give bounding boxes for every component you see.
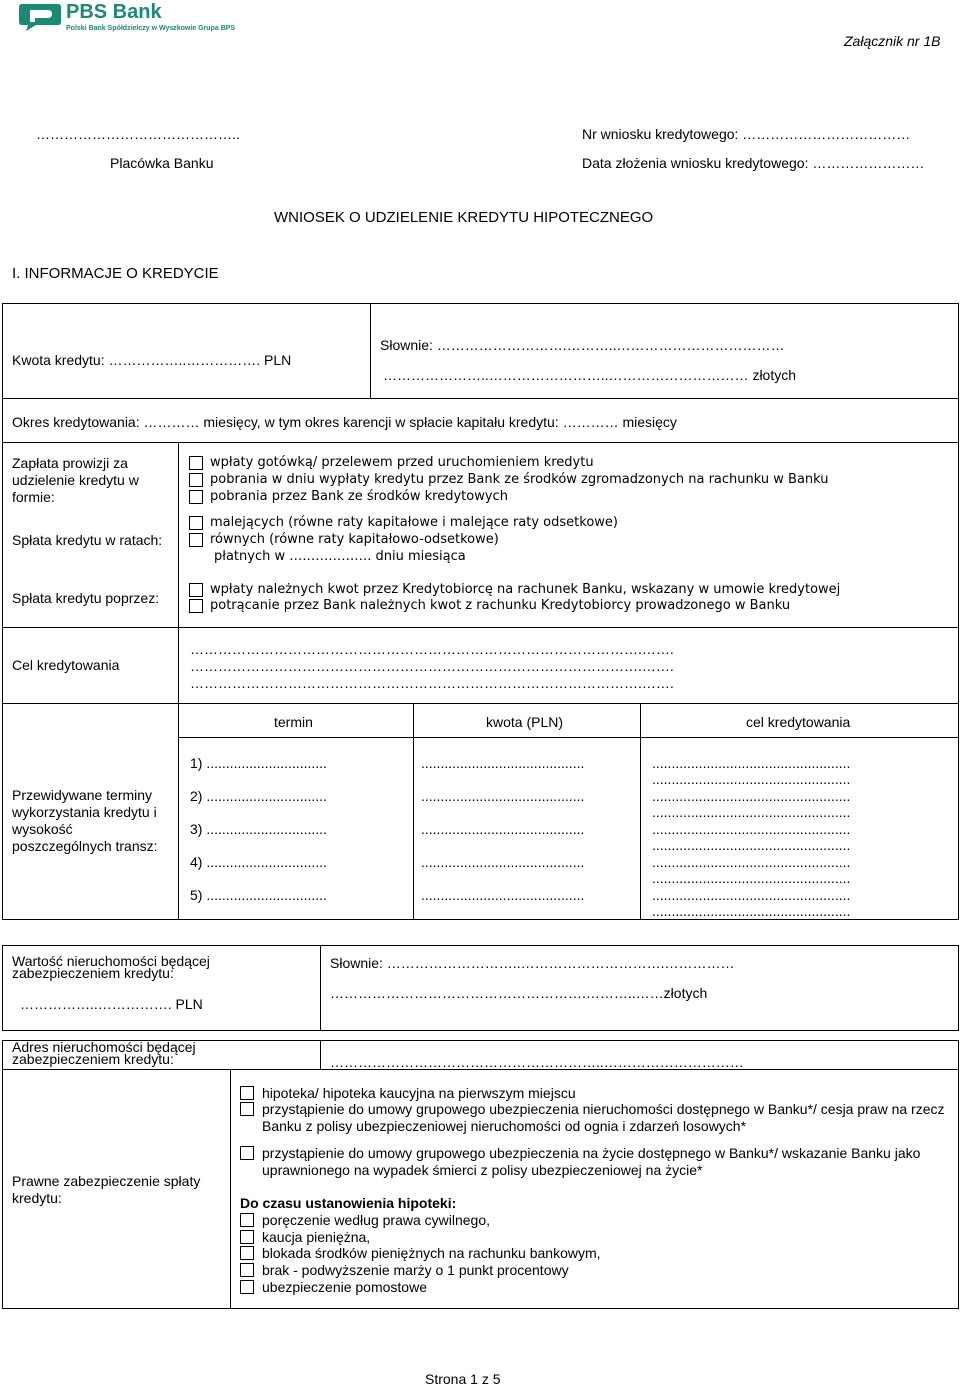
tranche-purpose-4[interactable]: ................................................... (652, 804, 851, 820)
until-option-1: poręczenie według prawa cywilnego, (262, 1212, 491, 1228)
installment-option-1-checkbox[interactable] (189, 516, 203, 530)
property-address-label: Adres nieruchomości będącej zabezpieczeniem kredytu: (12, 1039, 196, 1067)
purpose-line-1[interactable]: …………………………………………………………………………………….……. (190, 641, 674, 657)
purpose-line-3[interactable]: …………………………………………………………………………………….……. (190, 675, 674, 691)
until-option-5: ubezpieczenie pomostowe (262, 1279, 427, 1295)
repayment-option-2: potrącanie przez Bank należnych kwot z rachunku Kredytobiorcy prowadzonego w Banku (210, 598, 791, 613)
tranche-purpose-3[interactable]: ................................................... (652, 788, 851, 804)
amount-in-words-line2[interactable]: …………………..……………………..………………………… złotych (383, 367, 797, 383)
repayment-option-2-checkbox[interactable] (189, 599, 203, 613)
property-value-words-1[interactable]: Słownie: ………………………..………………………….…………… (330, 955, 735, 971)
tranche-amount-3[interactable]: .......................................... (421, 821, 585, 837)
annex-label: Załącznik nr 1B (844, 33, 941, 49)
until-option-4: brak - podwyższenie marży o 1 punkt procentowy (262, 1262, 569, 1278)
installment-option-1: malejących (równe raty kapitałowe i malejące raty odsetkowe) (210, 515, 618, 530)
fee-option-2: pobrania w dniu wypłaty kredytu przez Bank ze środków zgromadzonych na rachunku w Banku (210, 472, 829, 487)
collateral-label: Prawne zabezpieczenie spłaty kredytu: (12, 1173, 201, 1206)
property-value-words-2[interactable]: ……………………………………………….………..……złotych (330, 985, 708, 1001)
fee-option-3-checkbox[interactable] (189, 490, 203, 504)
payment-day[interactable]: płatnych w ………………. dniu miesiąca (214, 549, 466, 564)
logo-name: PBS Bank (66, 1, 162, 23)
page-number: Strona 1 z 5 (425, 1371, 501, 1387)
fee-option-1-checkbox[interactable] (189, 456, 203, 470)
tranche-purpose-8[interactable]: ................................................... (652, 870, 851, 886)
repayment-label: Spłata kredytu poprzez: (12, 590, 160, 606)
collateral-life-insurance: przystąpienie do umowy grupowego ubezpieczenia na życie dostępnego w Banku*/ wskazanie Banku jako uprawnionego na wypadek śmierci z polisy ubezpieczeniowej na życie* (262, 1145, 921, 1178)
tranche-purpose-6[interactable]: ................................................... (652, 837, 851, 853)
tranche-header-purpose: cel kredytowania (746, 714, 851, 730)
property-address[interactable]: …………………………………………………..………………………… (330, 1054, 744, 1070)
section-heading: I. INFORMACJE O KREDYCIE (12, 265, 219, 282)
until-option-4-checkbox[interactable] (240, 1263, 254, 1277)
tranche-amount-2[interactable]: .......................................... (421, 788, 585, 804)
tranche-amount-1[interactable]: .......................................... (421, 755, 585, 771)
credit-period[interactable]: Okres kredytowania: ………… miesięcy, w tym okres karencji w spłacie kapitału kredytu: ………… miesięcy (12, 414, 677, 430)
tranche-term-5[interactable]: 5) ............................... (190, 887, 327, 903)
collateral-mortgage-checkbox[interactable] (240, 1086, 254, 1100)
property-value[interactable]: ……………..……………. PLN (20, 996, 203, 1012)
until-option-2: kaucja pieniężna, (262, 1229, 371, 1245)
application-number[interactable]: Nr wniosku kredytowego: ……………………………… (582, 126, 911, 142)
property-value-label: Wartość nieruchomości będącej zabezpieczeniem kredytu: (12, 953, 210, 981)
branch-label: Placówka Banku (110, 155, 214, 171)
tranches-label: Przewidywane terminy wykorzystania kredytu i wysokość poszczególnych transz: (12, 787, 158, 854)
tranche-purpose-1[interactable]: ................................................... (652, 755, 851, 771)
logo-subtitle: Polski Bank Spółdzielczy w Wyszkowie Grupa BPS (66, 25, 236, 32)
tranche-term-3[interactable]: 3) ............................... (190, 821, 327, 837)
application-date[interactable]: Data złożenia wniosku kredytowego: …………………… (582, 155, 925, 171)
amount-in-words-line1[interactable]: Słownie: ……………………….………..……………………………… (380, 337, 785, 353)
tranche-amount-4[interactable]: .......................................... (421, 854, 585, 870)
until-option-2-checkbox[interactable] (240, 1230, 254, 1244)
credit-amount[interactable]: Kwota kredytu: ……………..……………. PLN (12, 352, 292, 368)
fee-label: Zapłata prowizji za udzielenie kredytu w formie: (12, 455, 139, 505)
collateral-property-insurance-checkbox[interactable] (240, 1102, 254, 1116)
until-mortgage-heading: Do czasu ustanowienia hipoteki: (240, 1195, 457, 1211)
tranche-header-amount: kwota (PLN) (486, 714, 564, 730)
until-option-3-checkbox[interactable] (240, 1246, 254, 1260)
until-option-3: blokada środków pieniężnych na rachunku bankowym, (262, 1245, 601, 1261)
until-option-1-checkbox[interactable] (240, 1213, 254, 1227)
tranche-purpose-5[interactable]: ................................................... (652, 821, 851, 837)
document-title: WNIOSEK O UDZIELENIE KREDYTU HIPOTECZNEGO (274, 209, 654, 226)
until-option-5-checkbox[interactable] (240, 1280, 254, 1294)
installments-label: Spłata kredytu w ratach: (12, 532, 163, 548)
tranche-purpose-9[interactable]: ................................................... (652, 887, 851, 903)
installment-option-2: równych (równe raty kapitałowo-odsetkowe) (210, 532, 499, 547)
repayment-option-1-checkbox[interactable] (189, 583, 203, 597)
tranche-header-term: termin (274, 714, 313, 730)
tranche-purpose-7[interactable]: ................................................... (652, 854, 851, 870)
tranche-term-2[interactable]: 2) ............................... (190, 788, 327, 804)
tranche-purpose-2[interactable]: ................................................... (652, 771, 851, 787)
tranche-term-4[interactable]: 4) ............................... (190, 854, 327, 870)
fee-option-2-checkbox[interactable] (189, 473, 203, 487)
installment-option-2-checkbox[interactable] (189, 533, 203, 547)
branch-dots[interactable]: …………………………………….. (36, 126, 240, 142)
tranche-term-1[interactable]: 1) ............................... (190, 755, 327, 771)
fee-option-3: pobrania przez Bank ze środków kredytowych (210, 489, 508, 504)
purpose-line-2[interactable]: …………………………………………………………………………………….……. (190, 658, 674, 674)
tranche-purpose-10[interactable]: ................................................... (652, 903, 851, 919)
collateral-property-insurance: przystąpienie do umowy grupowego ubezpieczenia nieruchomości dostępnego w Banku*/ cesja praw na rzecz Banku z polisy ubezpieczeniowej nieruchomości od ognia i zdarzeń losowych* (262, 1101, 945, 1134)
collateral-life-insurance-checkbox[interactable] (240, 1146, 254, 1160)
repayment-option-1: wpłaty należnych kwot przez Kredytobiorcę na rachunek Banku, wskazany w umowie kredytowej (210, 582, 841, 597)
fee-option-1: wpłaty gotówką/ przelewem przed uruchomieniem kredytu (210, 455, 594, 470)
pbs-logo-icon (18, 2, 62, 32)
collateral-mortgage: hipoteka/ hipoteka kaucyjna na pierwszym miejscu (262, 1085, 576, 1101)
purpose-label: Cel kredytowania (12, 657, 120, 673)
tranche-amount-5[interactable]: .......................................... (421, 887, 585, 903)
